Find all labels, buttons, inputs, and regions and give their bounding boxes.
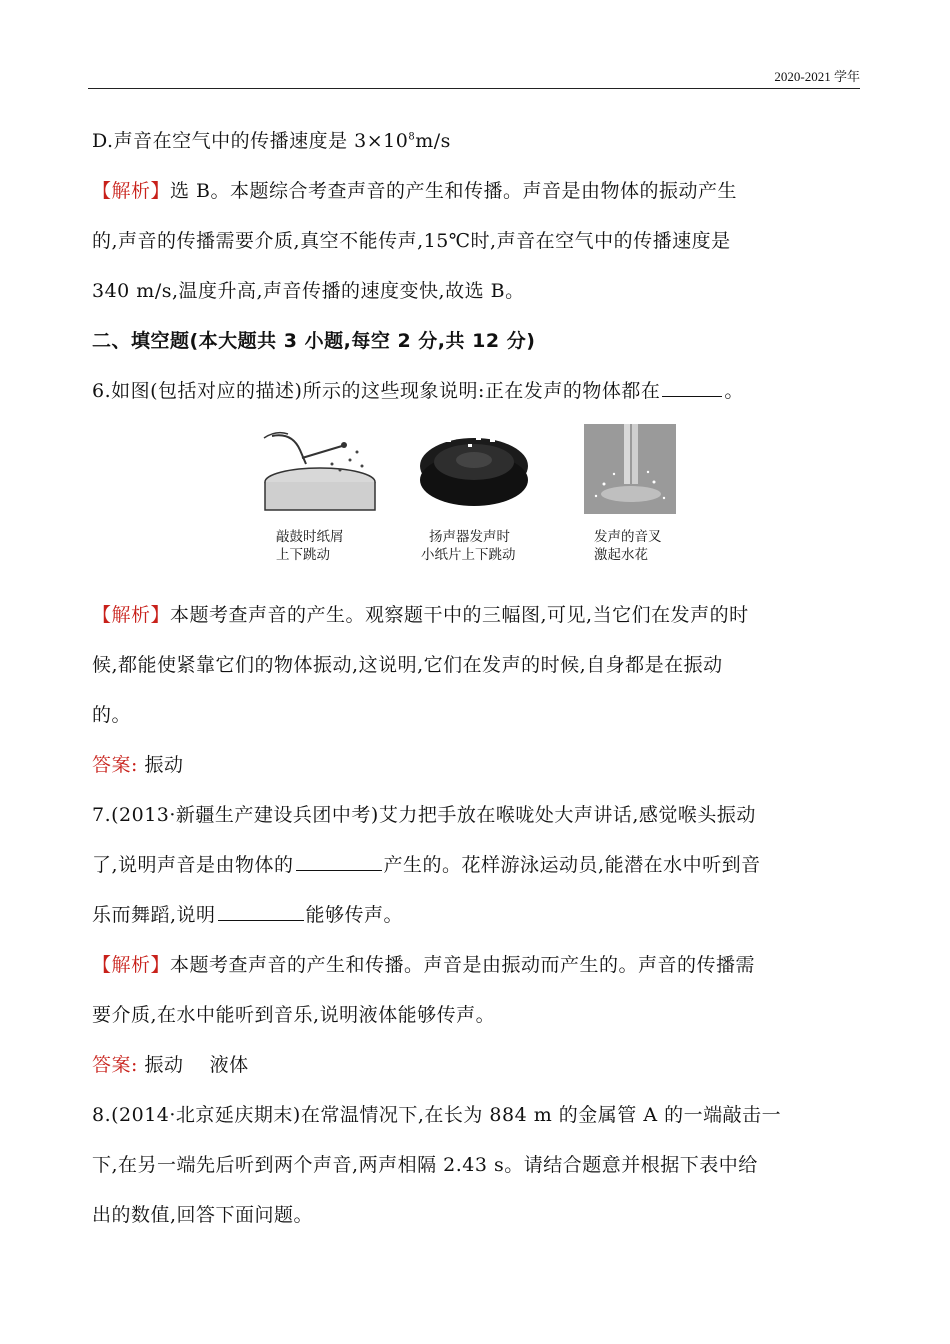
analysis-7-line1 [92,950,755,977]
question-7-line1: 7.(2013·新疆生产建设兵团中考)艾力把手放在喉咙处大声讲话,感觉喉头振动 [92,804,756,826]
question-7-text: 乐而舞蹈,说明 [92,904,216,926]
answer-blank [296,869,382,871]
option-d-text: D.声音在空气中的传播速度是 3×10 [92,130,409,152]
exponent: 8 [408,131,416,143]
figure-drum-caption [276,528,344,564]
caption-line: 上下跳动 [276,547,330,563]
speaker-image [416,424,532,514]
tuning-fork-image [584,424,676,514]
question-7-text: 产生的。花样游泳运动员,能潜在水中听到音 [383,854,761,876]
question-7-text: 能够传声。 [305,904,404,926]
analysis-text: 本题考查声音的产生和传播。声音是由振动而产生的。声音的传播需 [170,954,756,976]
answer-7 [92,1050,249,1077]
caption-line: 敲鼓时纸屑 [276,529,344,545]
analysis-5-line3: 340 m/s,温度升高,声音传播的速度变快,故选 B。 [92,280,525,302]
question-7-text: 了,说明声音是由物体的 [92,854,294,876]
answer-6 [92,750,183,777]
caption-line: 发声的音叉 [594,529,662,545]
answer-blank [218,919,304,921]
header-year: 2020-2021 学年 [774,69,860,84]
figure-drum [262,424,382,514]
question-8-line3: 出的数值,回答下面问题。 [92,1204,314,1226]
analysis-5-line2: 的,声音的传播需要介质,真空不能传声,15℃时,声音在空气中的传播速度是 [92,230,731,252]
answer-text: 振动 液体 [144,1054,249,1076]
caption-line: 小纸片上下跳动 [421,547,516,563]
analysis-5-line1 [92,176,737,203]
answer-tag: 答案: [92,1054,138,1076]
analysis-tag: 【解析】 [92,604,171,626]
figure-tuning-fork [584,424,676,514]
analysis-7-line2: 要介质,在水中能听到音乐,说明液体能够传声。 [92,1004,496,1026]
answer-text: 振动 [144,754,184,776]
section-heading: 二、填空题(本大题共 3 小题,每空 2 分,共 12 分) [92,330,536,352]
caption-line: 扬声器发声时 [429,529,510,545]
question-7-line3 [92,900,403,927]
question-8-line1: 8.(2014·北京延庆期末)在常温情况下,在长为 884 m 的金属管 A 的一端敲击一 [92,1104,782,1126]
question-6 [92,376,744,403]
analysis-text: 选 B。本题综合考查声音的产生和传播。声音是由物体的振动产生 [170,180,738,202]
option-d [92,126,451,153]
caption-line: 激起水花 [594,547,648,563]
analysis-tag: 【解析】 [92,180,171,202]
figure-speaker [416,424,532,514]
answer-tag: 答案: [92,754,138,776]
unit: m/s [415,130,451,152]
analysis-6-line3: 的。 [92,704,132,726]
analysis-text: 本题考查声音的产生。观察题干中的三幅图,可见,当它们在发声的时 [170,604,749,626]
question-6-end: 。 [724,380,744,402]
analysis-tag: 【解析】 [92,954,171,976]
question-7-line2 [92,850,761,877]
analysis-6-line2: 候,都能使紧靠它们的物体振动,这说明,它们在发声的时候,自身都是在振动 [92,654,723,676]
page-header [88,64,860,89]
drum-image [262,424,382,514]
figure-tuning-fork-caption [594,528,662,564]
analysis-6-line1 [92,600,749,627]
answer-blank [662,395,722,397]
question-8-line2: 下,在另一端先后听到两个声音,两声相隔 2.43 s。请结合题意并根据下表中给 [92,1154,758,1176]
question-6-text: 6.如图(包括对应的描述)所示的这些现象说明:正在发声的物体都在 [92,380,661,402]
figure-speaker-caption [421,528,516,564]
